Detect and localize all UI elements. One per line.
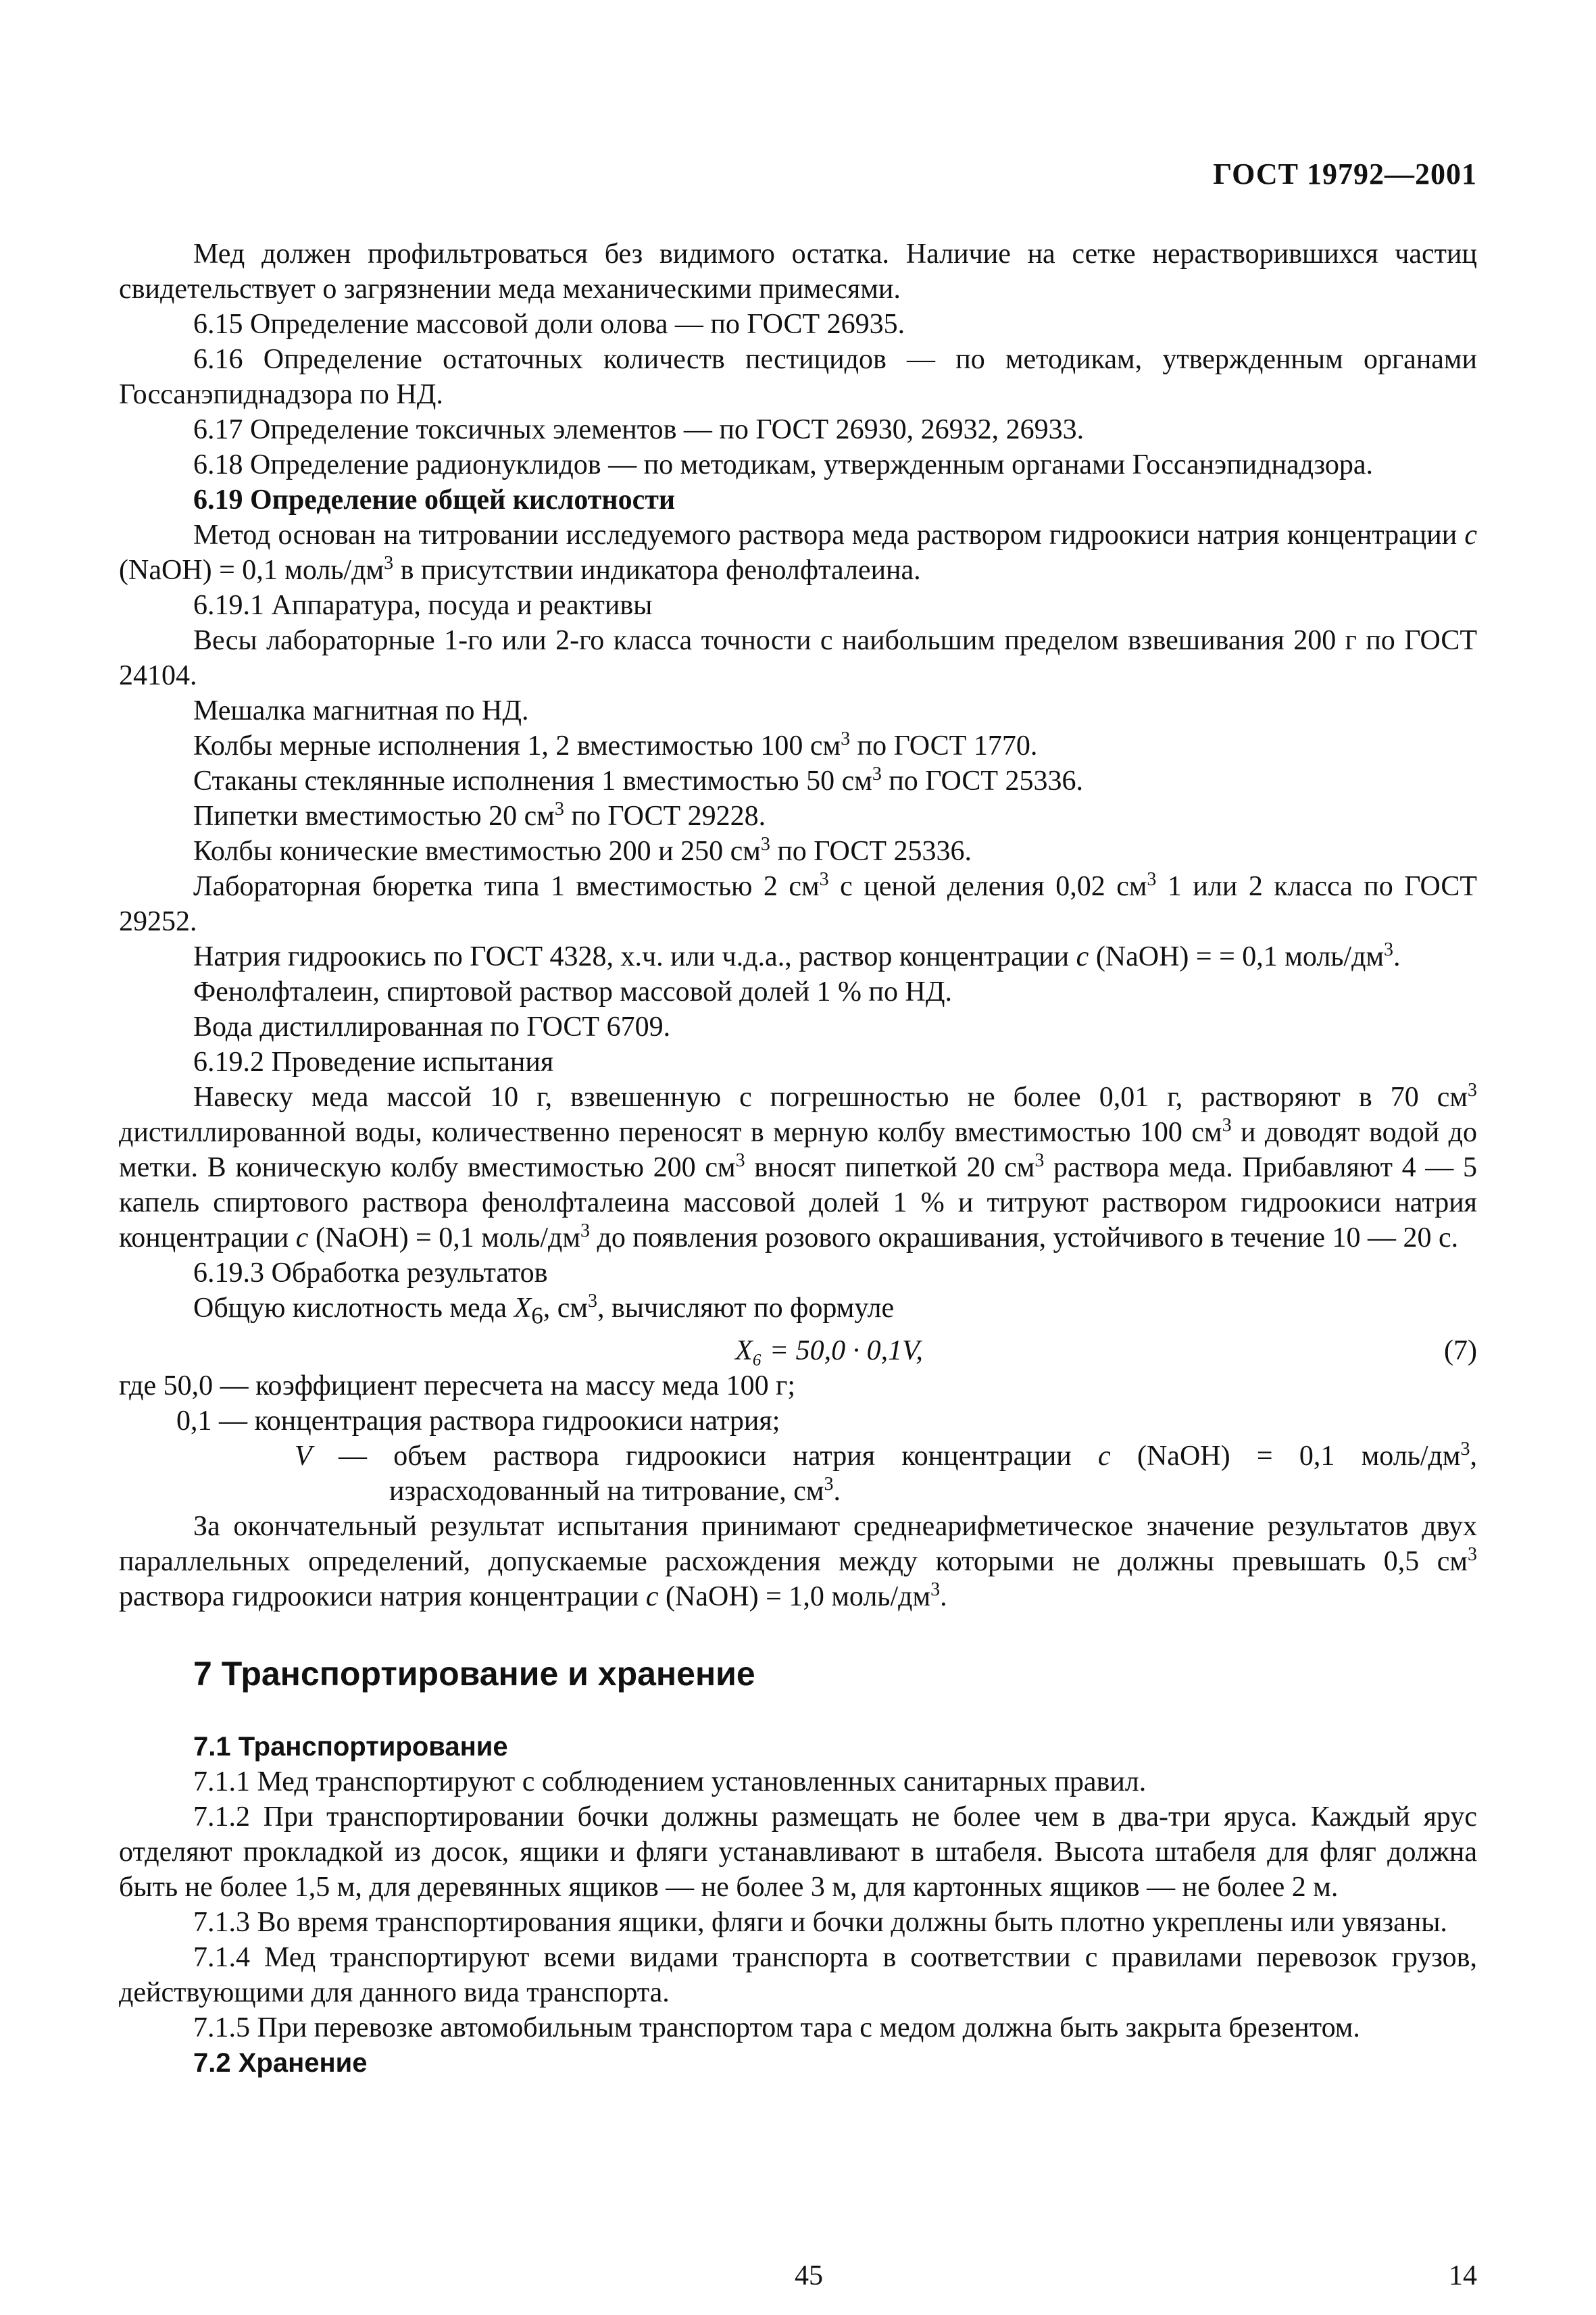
superscript: 3 <box>1147 869 1157 890</box>
text: в присутствии индикатора фенолфталеина. <box>393 555 921 586</box>
where-line: 0,1 — концентрация раствора гидроокиси натрия; <box>176 1405 780 1437</box>
text: c <box>1464 520 1477 551</box>
text: Общую кислотность меда <box>193 1293 514 1324</box>
text: , израсходованный на титрование, см <box>389 1441 1477 1508</box>
text: Лабораторная бюретка типа 1 вместимостью 2 см <box>193 871 820 902</box>
text: c <box>645 1581 659 1613</box>
text: Колбы конические вместимостью 200 и 250 см <box>193 836 761 867</box>
text: . <box>833 1476 841 1508</box>
text: по ГОСТ 29228. <box>564 801 766 832</box>
paragraph <box>119 728 1477 764</box>
text: (NaOH) = 0,1 моль/дм <box>308 1222 581 1253</box>
text: (NaOH) = 0,1 моль/дм <box>119 555 384 586</box>
paragraph <box>119 799 1477 834</box>
text: c <box>1076 941 1089 972</box>
paragraph: 7.1.3 Во время транспортирования ящики, фляги и бочки должны быть плотно укреплены или увязаны. <box>193 1907 1447 1939</box>
paragraph: Весы лабораторные 1-го или 2-го класса точности с наибольшим пределом взвешивания 200 г по ГОСТ 24104. <box>119 625 1477 691</box>
paragraph <box>119 869 1477 939</box>
superscript: 3 <box>384 553 394 574</box>
text: За окончательный результат испытания принимают среднеарифметическое значение результатов двух параллельных определений, допускаемые расхождения между которыми не должны превышать 0,5 см <box>119 1511 1477 1578</box>
text: (NaOH) = 1,0 моль/дм <box>658 1581 931 1613</box>
paragraph <box>119 1291 1477 1333</box>
formula: X₆ = 50,0 · 0,1V, <box>735 1335 923 1367</box>
text: c <box>295 1222 309 1253</box>
where-line <box>119 1439 1477 1509</box>
paragraph <box>119 939 1477 974</box>
paragraph: 6.19.3 Обработка результатов <box>193 1258 548 1289</box>
paragraph: Вода дистиллированная по ГОСТ 6709. <box>193 1012 671 1043</box>
paragraph: 7.1.2 При транспортировании бочки должны размещать не более чем в два-три яруса. Каждый ярус отделяют прокладкой из досок, ящики и фляги устанавливают в штабеля. Высота штабеля для фляг должна быть не более 1,5 м, для деревянных ящиков — не более 3 м, для картонных ящиков — не более 2 м. <box>119 1801 1477 1903</box>
paragraph <box>119 764 1477 799</box>
text: дистиллированной воды, количественно переносят в мерную колбу вместимостью 100 см <box>119 1117 1222 1148</box>
text: (NaOH) = = 0,1 моль/дм <box>1095 941 1385 972</box>
text: Пипетки вместимостью 20 см <box>193 801 555 832</box>
document-body <box>119 237 1477 2081</box>
subscript: 6 <box>531 1302 543 1329</box>
text: c <box>1098 1441 1111 1472</box>
document-page <box>119 0 1477 2315</box>
text: раствора гидроокиси натрия концентрации <box>119 1581 646 1613</box>
paragraph: Фенолфталеин, спиртовой раствор массовой долей 1 % по НД. <box>193 976 952 1007</box>
text: раствора меда. Прибавляют 4 — 5 капель спиртового раствора фенолфталеина массовой долей 1 % и титруют раствором гидроокиси натрия концентрации <box>119 1152 1477 1253</box>
paragraph: 6.19.2 Проведение испытания <box>193 1047 554 1078</box>
text: по ГОСТ 25336. <box>770 836 972 867</box>
paragraph: 7.1.5 При перевозке автомобильным транспортом тара с медом должна быть закрыта брезентом. <box>193 2012 1360 2044</box>
text: по ГОСТ 25336. <box>881 766 1084 797</box>
text: по ГОСТ 1770. <box>850 730 1038 762</box>
text: Навеску меда массой 10 г, взвешенную с погрешностью не более 0,01 г, растворяют в 70 см <box>193 1082 1468 1113</box>
paragraph <box>119 518 1477 588</box>
text: . <box>1393 941 1401 972</box>
superscript: 3 <box>1468 1544 1477 1566</box>
superscript: 3 <box>1460 1439 1470 1460</box>
page-number-center: 45 <box>795 2260 823 2291</box>
text: (NaOH) = 0,1 моль/дм <box>1110 1441 1461 1472</box>
paragraph <box>119 834 1477 869</box>
formula-line <box>119 1333 1477 1368</box>
paragraph: 6.18 Определение радионуклидов — по методикам, утвержденным органами Госсанэпиднадзора. <box>193 449 1374 480</box>
superscript: 3 <box>580 1220 591 1241</box>
standard-header: ГОСТ 19792—2001 <box>1213 157 1477 191</box>
paragraph: Мешалка магнитная по НД. <box>193 695 529 726</box>
paragraph <box>119 1509 1477 1614</box>
superscript: 3 <box>735 1150 745 1171</box>
superscript: 3 <box>554 799 564 820</box>
page-number-right: 14 <box>1449 2260 1477 2291</box>
text: . <box>940 1581 947 1613</box>
superscript: 3 <box>841 728 851 749</box>
paragraph: 7.1.4 Мед транспортируют всеми видами транспорта в соответствии с правилами перевозок грузов, действующими для данного вида транспорта. <box>119 1942 1477 2009</box>
text: Стаканы стеклянные исполнения 1 вместимостью 50 см <box>193 766 872 797</box>
text: Метод основан на титровании исследуемого раствора меда раствором гидроокиси натрия концентрации <box>193 520 1465 551</box>
superscript: 3 <box>760 834 770 855</box>
text: до появления розового окрашивания, устойчивого в течение 10 — 20 с. <box>590 1222 1459 1253</box>
section-heading-6-19: 6.19 Определение общей кислотности <box>193 484 676 516</box>
text: 1 или 2 класса по ГОСТ 29252. <box>119 871 1477 937</box>
paragraph: 6.16 Определение остаточных количеств пестицидов — по методикам, утвержденным органами Госсанэпиднадзора по НД. <box>119 344 1477 410</box>
paragraph: 6.19.1 Аппаратура, посуда и реактивы <box>193 590 653 621</box>
text: Колбы мерные исполнения 1, 2 вместимостью 100 см <box>193 730 841 762</box>
paragraph: 6.17 Определение токсичных элементов — по ГОСТ 26930, 26932, 26933. <box>193 414 1084 445</box>
superscript: 3 <box>872 764 882 785</box>
subsection-heading-7-1: 7.1 Транспортирование <box>193 1732 508 1762</box>
paragraph: Мед должен профильтроваться без видимого остатка. Наличие на сетке нерастворившихся частиц свидетельствует о загрязнении меда механическими примесями. <box>119 239 1477 305</box>
text: вносят пипеткой 20 см <box>745 1152 1035 1183</box>
superscript: 3 <box>819 869 829 890</box>
text: и доводят водой до метки. В коническую колбу вместимостью 200 см <box>119 1117 1478 1183</box>
paragraph: 6.15 Определение массовой доли олова — по ГОСТ 26935. <box>193 309 905 340</box>
section-heading-7: 7 Транспортирование и хранение <box>193 1655 755 1693</box>
superscript: 3 <box>1468 1080 1477 1101</box>
superscript: 3 <box>587 1291 597 1312</box>
text: V <box>295 1441 312 1472</box>
text: X <box>514 1293 532 1324</box>
text: Натрия гидроокись по ГОСТ 4328, х.ч. или ч.д.а., раствор концентрации <box>193 941 1076 972</box>
superscript: 3 <box>824 1474 834 1495</box>
paragraph: 7.1.1 Мед транспортируют с соблюдением установленных санитарных правил. <box>193 1766 1147 1798</box>
where-line: где 50,0 — коэффициент пересчета на массу меда 100 г; <box>119 1370 796 1402</box>
text: с ценой деления 0,02 см <box>828 871 1147 902</box>
superscript: 3 <box>1384 939 1394 960</box>
formula-number: (7) <box>1444 1335 1477 1367</box>
paragraph <box>119 1080 1477 1255</box>
superscript: 3 <box>1034 1150 1045 1171</box>
superscript: 3 <box>930 1579 941 1601</box>
text: — объем раствора гидроокиси натрия концентрации <box>311 1441 1099 1472</box>
text: , см <box>543 1293 588 1324</box>
subsection-heading-7-2: 7.2 Хранение <box>193 2048 368 2078</box>
text: , вычисляют по формуле <box>597 1293 895 1324</box>
superscript: 3 <box>1222 1115 1232 1136</box>
